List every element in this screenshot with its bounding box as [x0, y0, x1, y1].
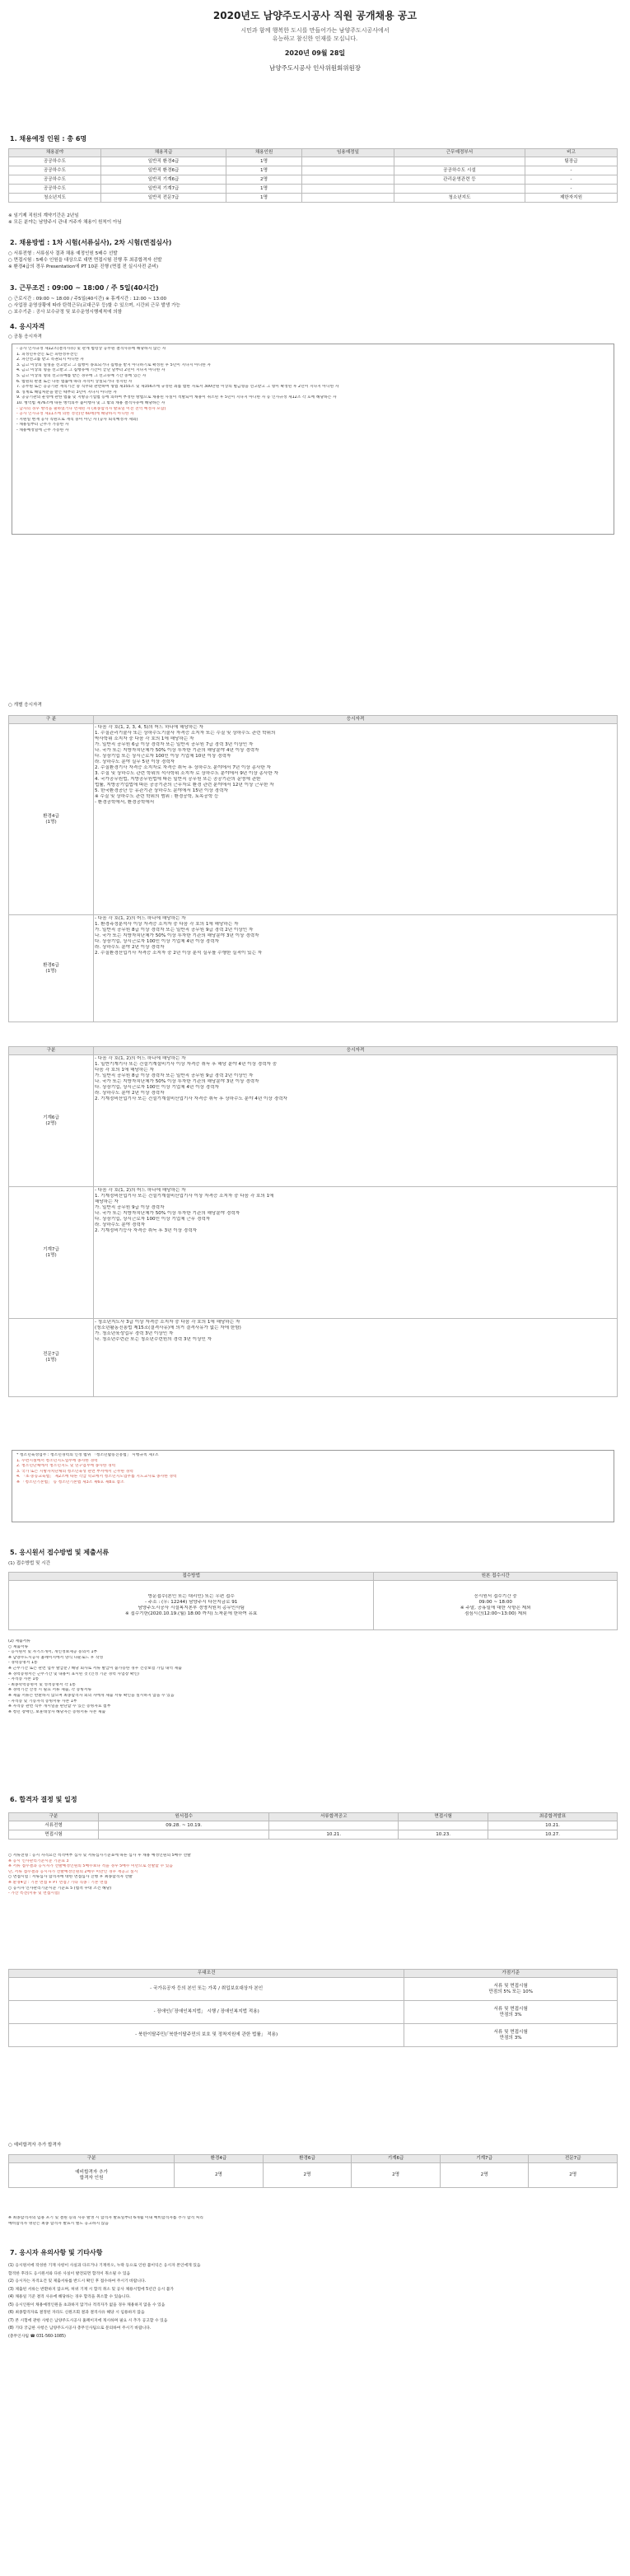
table-cell [399, 1821, 488, 1830]
guideline-line: (7) 본 시험에 관한 사항은 남양주도시공사 홈페이지에 게시하며 필요 시 추가 공고할 수 있음 [8, 2318, 168, 2323]
youth-career-line: 2. 청소년단체에서 청소년지도 및 연구업무에 종사한 경력 [16, 1464, 116, 1469]
document-line: ○ 제출서류 [8, 1644, 29, 1649]
guideline-line: (총무인사팀 ☎ 031-560-1085) [8, 2334, 66, 2339]
mech7-quals [94, 1187, 618, 1319]
notice-header [0, 10, 630, 72]
qualification-line: 다. 상장기업, 상시근로자 100인 이상 기업체 4년 이상 경력자 [95, 1085, 219, 1090]
document-line: - 최종학력증명서 및 성적증명서 각 1통 [8, 1682, 76, 1687]
guideline-line: (6) 최종합격자로 결정된 자라도 신원조회 결과 결격사유 해당 시 임용하지 않음 [8, 2311, 145, 2315]
qualification-line: 다음 각 호의 1에 해당하는 자 [95, 1068, 154, 1073]
guideline-line: (1) 응시원서에 작성한 기재 사항이 사실과 다르거나 기재착오, 누락 등으로 인한 불이익은 응시자 본인에게 있음 [8, 2264, 201, 2268]
common-qual-box [12, 344, 614, 535]
application-line: ※ 접수기한(2020.10.19.(월) 18:00 까지) 도착분에 한하여 유효 [124, 1611, 258, 1616]
qualification-line: 법률, 지방공기업법에 따른 공공기관의 근무자로 환경 관련 분야에서 12년 이상 근무한 자 [95, 783, 274, 788]
column-header: 채용인원 [226, 149, 302, 157]
column-header: 기계6급 [352, 2155, 441, 2163]
table-cell: - 장애인(「장애인복지법」 시행 / 장애인복지법 적용) [9, 2001, 404, 2024]
table-cell: - [525, 166, 617, 175]
table-cell [301, 194, 394, 203]
table-cell [99, 1830, 269, 1840]
application-line: 방문접수(본인 또는 대리인) 또는 우편 접수 [147, 1593, 235, 1599]
qualification-line: 4. 금고 이상의 형을 선고받고 그 집행유예 기간이 끝난 날부터 2년이 지나지 아니한 자 [16, 368, 166, 373]
qualification-line: 가. 일반직 공무원 6급 이상 경력자 또는 일반직 공무원 7급 경력 3년 이상인 자 [95, 742, 254, 747]
application-line: 응시원서 접수기간 중 [474, 1593, 517, 1599]
table-cell: 09.28. ~ 10.19. [99, 1821, 269, 1830]
required-documents [8, 1639, 618, 1715]
qualification-line: - 다음 각 호(1, 2)의 어느 하나에 해당하는 자 [95, 916, 186, 921]
qualification-line: 라. 상하수도 분야 2년 이상 경력자 [95, 945, 165, 950]
qualification-line: - 다음 각 호(1, 2)의 어느 하나에 해당하는 자 [95, 1188, 186, 1193]
qualification-line: - 지원일 현재 공사 직원으로 재직 중이 아닌 자 (공사 퇴직예정자 제외) [16, 417, 138, 422]
qualification-line: 2. 수질환경기사 자격증 소지자로 자격증 취득 후 상하수도 분야에서 7년 이상 종사한 자 [95, 765, 271, 770]
table-row [9, 2001, 618, 2024]
qualification-line: 다. 상장기업, 상시근로자 100인 이상 기업체 4년 이상 경력자 [95, 939, 219, 944]
document-line: - 자격증 및 기능자격 증빙서류 사본 1부 [8, 1699, 77, 1704]
table-row [9, 157, 618, 166]
table-cell: 2명 [352, 2163, 441, 2188]
table-cell: 면접시험 [9, 1830, 99, 1840]
column-header: 구분 [9, 1813, 99, 1821]
qualification-line: 8. 징계로 해임처분을 받은 때부터 3년이 지나지 아니한 자 [16, 390, 117, 395]
column-header: 서류합격공고 [269, 1813, 399, 1821]
column-header: 면접시험 [399, 1813, 488, 1821]
column-header: 기계7급 [440, 2155, 529, 2163]
section-1-notes: ※ 임기제 직원의 계약기간은 2년임 ※ 모든 분야는 남양주시 관내 거주자 채용이 원칙이 아님 [8, 213, 122, 225]
qualification-line: 다. 상장기업 또는 상시근로자 100인 이상 기업체 10년 이상 경력자 [95, 754, 231, 759]
table-cell: 일반직 환경6급 [101, 166, 226, 175]
application-line: - 주소 : (우: 12244) 남양주시 다산지금로 91 [145, 1599, 238, 1605]
document-line: ※ 경력증명서는 근무기간 및 내용이 표시된 것 (인정 기준 경력 사업장 확인) [8, 1671, 139, 1676]
table-cell: 2명 [529, 2163, 618, 2188]
document-line: ※ 근무기간 또는 관련 업무 발급분 / 해당 회사로 서류 발급이 불가능한 경우 건강보험 가입 내역 제출 [8, 1666, 182, 1671]
application-table: 접수방법 원본 접수시간 방문접수(본인 또는 대리인) 또는 우편 접수 - 주소 : (우: 12244) 남양주시 다산지금로 91 남양주도시공사 시설복지본부 경영지원처 총무인사팀 ※ 접수기한(2020.10.19.(월) 18:00 까지) 도착분에 한하여 유효 응시원서 접수기간 중 09:00 ~ 18:00 ※ 주말, 공휴일에 대한 사항은 제외 점심시간(12:00~13:00) 제외 [8, 1572, 618, 1630]
youth-career-line: 4. 「초·중등교육법」 제2조에 따른 각급 학교에서 청소년지도업무를 지도교사로 종사한 경력 [16, 1475, 177, 1480]
application-line: 점심시간(12:00~13:00) 제외 [464, 1611, 527, 1616]
youth-career-line: 1. 수련시설에서 청소년지도업무에 종사한 경력 [16, 1458, 98, 1463]
table-cell: 10.21. [488, 1821, 618, 1830]
section-6-heading: 6. 합격자 결정 및 일정 [10, 1796, 77, 1803]
table-cell [301, 166, 394, 175]
section-1-heading: 1. 채용예정 인원 : 총 6명 [10, 135, 87, 143]
qualification-line: 6. 법원의 판결 또는 다른 법률에 따라 자격이 상실되거나 정지된 자 [16, 379, 133, 384]
selection-note: - 가산 특전(서류 및 면접시험) [8, 1891, 60, 1896]
column-header: 구분 [9, 2155, 175, 2163]
column-header: 환경4급 [175, 2155, 264, 2163]
qualification-line: 나. 국가 또는 지방자치단체가 50% 이상 투자한 기관의 해당분야 경력자 [95, 1211, 240, 1216]
column-header: 채용분야 [9, 149, 101, 157]
qualification-line: - 채용예정일에 근무 가능한 자 [16, 428, 69, 432]
application-line: ※ 주말, 공휴일에 대한 사항은 제외 [460, 1605, 531, 1611]
env6-quals [94, 915, 618, 1022]
common-qual-label: ○ 공통 응시자격 [8, 334, 42, 339]
selection-note: ○ 서류전형 : 응시 자격요건 적격여부 심사 및 서류심사기준표에 따른 심사 후 채용 예정인원의 5배수 선발 [8, 1854, 191, 1858]
document-line: ※ 자격증 관련 직무 개시일을 판단할 수 있는 증빙자료 첨부 [8, 1704, 111, 1709]
table-cell: 관리운영관련 등 [394, 175, 525, 185]
qualification-line: 1. 기계정비산업기사 또는 건설기계설비산업기사 이상 자격증 소지자 중 다음 각 호의 1에 [95, 1194, 274, 1199]
table-cell: 공공하수도 [9, 157, 101, 166]
qualification-line: 라. 상하수도 분야 실무 5년 이상 경력자 [95, 760, 175, 764]
application-line: 남양주도시공사 시설복지본부 경영지원처 총무인사팀 [138, 1605, 245, 1611]
table-cell [301, 175, 394, 185]
document-line: - 자격증 사본 1통 [8, 1677, 40, 1682]
guideline-line: (5) 응시인원이 채용예정인원을 초과하지 않거나 적격자가 없을 경우 채용하지 않을 수 있음 [8, 2303, 166, 2307]
table-cell: 10.21. [269, 1830, 399, 1840]
qualification-line: 7. 공무원 또는 공공기관 재직기간 중 직무와 관련하여 형법 제355조 및 제356조에 규정된 죄를 범한 자로서 300만원 이상의 벌금형을 선고받고 그 형이 확정된 후 2년이 지나지 아니한 자 [16, 385, 339, 390]
table-row [9, 2024, 618, 2047]
qualification-line: 3. 금고 이상의 실형을 선고받고 그 집행이 종료되거나 집행을 받지 아니하기로 확정된 후 5년이 지나지 아니한 자 [16, 362, 211, 367]
document-line: - 경력증명서 1통 [8, 1661, 38, 1666]
guideline-line: 합격한 후라도 응시원서와 다른 사실이 발견되면 합격이 취소될 수 있음 [8, 2271, 131, 2276]
qualification-line: 박사학위 소지자 중 다음 각 호의 1에 해당하는 자 [95, 736, 194, 741]
youth-career-line: 3. 국가 또는 지방자치단체의 청소년육성 관련 부서에서 근무한 경력 [16, 1469, 133, 1474]
qualification-line: 가. 일반직 공무원 8급 이상 경력자 또는 일반직 공무원 9급 경력 2년 이상인 자 [95, 1073, 254, 1078]
reserve-table [8, 2154, 618, 2188]
qualification-line: 5. 한국환경공단 등 유관기관 상하수도 분야에서 15년 이상 경력자 [95, 788, 228, 793]
qualification-line: - 남자의 경우 병역을 필하였거나 면제된 자 (최종합격자 발표일 이전 전역 예정자 포함) [16, 406, 166, 411]
table-cell: 10.27. [488, 1830, 618, 1840]
table-cell: - [525, 175, 617, 185]
qualification-line: 2. 기계정비기능사 자격증 취득 후 3년 이상 경력자 [95, 1228, 198, 1233]
qualification-line: (청소년활동진흥법 제15조(결격사유)에 의거 결격사유가 없는 자에 한함) [95, 1325, 241, 1330]
table-row [9, 1830, 618, 1840]
guideline-line: (4) 채용일 기준 결격 사유에 해당하는 경우 합격을 취소할 수 있습니다. [8, 2295, 131, 2299]
qualification-line: - 청소년지도사 3급 이상 자격증 소지자 중 다음 각 호의 1에 해당하는 자 [95, 1320, 240, 1325]
table-cell: 공공하수도 [9, 185, 101, 194]
qualification-line: ※ 수질 및 상하수도 관련 학위의 범위 : 환경공학, 토목공학 등 [95, 794, 219, 799]
table-cell: - 국가유공자 등의 본인 또는 가족 / 취업보호대상자 본인 [9, 1978, 404, 2001]
qualification-line: - 채용일부터 근무가 가능한 자 [16, 423, 69, 428]
reserve-label: ○ 예비합격자 추가 합격자 [8, 2143, 62, 2148]
qualification-line: 해당하는 자 [95, 1199, 119, 1204]
table-cell: 1명 [226, 157, 302, 166]
table-cell [301, 185, 394, 194]
qualification-line: 2. 수질환경산업기사 자격증 소지자 중 2년 이상 분석 실무를 수행한 실적이 있는 자 [95, 951, 263, 956]
mech6-quals [94, 1055, 618, 1187]
table-row [9, 1978, 618, 2001]
section-5-sub: (1) 접수방법 및 시간 [8, 1561, 51, 1566]
table-cell: 1명 [226, 166, 302, 175]
preference-table: 우대조건 가점기준 - 국가유공자 등의 본인 또는 가족 / 취업보호대상자 본인 서류 및 면접시험 만점의 5% 또는 10% - 장애인(「장애인복지법」 시행 / 장애인복지법 적용) 서류 및 면접시험 만점의 3% - 북한이탈주민(「북한이탈주민의 보호 및 정착지원에 관한 법률」 적용) 서류 및 면접시험 만점의 3% [8, 1969, 618, 2047]
pro7-quals [94, 1319, 618, 1397]
table-cell: 서류 및 면접시험 만점의 5% 또는 10% [404, 1978, 618, 2001]
table-cell: - 북한이탈주민(「북한이탈주민의 보호 및 정착지원에 관한 법률」 적용) [9, 2024, 404, 2047]
table-cell: 일반직 기계7급 [101, 185, 226, 194]
selection-note: 단, 서류 접수결과 응시자가 선발예정인원의 2배수 미만인 경우 재공고 실시 [8, 1869, 138, 1874]
column-header: 비고 [525, 149, 617, 157]
table-cell [394, 157, 525, 166]
table-cell: 팀장급 [525, 157, 617, 166]
reserve-notes [8, 2216, 618, 2227]
application-method [9, 1581, 374, 1630]
column-header: 채용직급 [101, 149, 226, 157]
qualification-line: - 공사 인사규정 제12조(결격사유) 및 관계 법령상 공무원 결격사유에 해당하지 않는 자 [16, 347, 166, 351]
table-cell: 서류전형 [9, 1821, 99, 1830]
column-header: 전문7급 [529, 2155, 618, 2163]
reserve-note: ※ 최종합격자의 임용 포기 및 결원 등의 사유 발생 시 합격자 발표일부터 6개월 이내 예비합격자를 추가 합격 처리 [8, 2216, 203, 2220]
column-header: 임용예정일 [301, 149, 394, 157]
table-cell: 공공하수도 [9, 175, 101, 185]
selection-note: ○ 응시자 인사관리기준시준 기준표 5 (법적 우대 조건 해당) [8, 1886, 112, 1891]
env4-quals [94, 724, 618, 915]
table-cell: 청소년지도 [394, 194, 525, 203]
table-row [9, 194, 618, 203]
guideline-line: (3) 제출된 서류는 반환하지 않으며, 허위 기재 시 합격 취소 및 공사 채용시험에 5년간 응시 불가 [8, 2287, 175, 2292]
column-header: 근무예정부서 [394, 149, 525, 157]
selection-note: ※ 서류 접수결과 응시자가 선발예정인원의 5배수보다 적을 경우 5배수 미만으로 선발할 수 있음 [8, 1864, 173, 1869]
schedule-table [8, 1812, 618, 1840]
table-cell: 일반직 환경4급 [101, 157, 226, 166]
section-3-heading: 3. 근무조건 : 09:00 ~ 18:00 / 주 5일(40시간) [10, 284, 159, 292]
qualification-line: - 다음 각 호(1, 2)의 어느 하나에 해당하는 자 [95, 1056, 186, 1061]
youth-career-line: ※ 「청소년기본법」 등 청소년기본법 제3조 제6호 제8호 참조 [16, 1480, 124, 1484]
qualification-line: 4. 국가공무원법, 지방공무원법에 따른 일반직 공무원 또는 공공기관의 운영에 관한 [95, 777, 261, 782]
section-5-heading: 5. 응시원서 접수방법 및 제출서류 [10, 1549, 110, 1556]
column-header: 환경6급 [263, 2155, 352, 2163]
document-line: (2) 제출서류 [8, 1639, 30, 1643]
qualification-line: 1. 피성년후견인 또는 피한정후견인 [16, 352, 78, 357]
application-time [374, 1581, 618, 1630]
section-3-body: ○ 근로시간 : 09:00 ~ 18:00 / 주5일(40시간) ※ 휴게시간 : 12:00 ~ 13:00 ○ 사업장 운영상황에 따라 탄력근무(교대근무 등)할 수 있으며, 시간외 근무 발생 가능 ○ 보수기준 : 공사 보수규정 및 보수운영시행세칙에 의함 [8, 297, 180, 315]
recruit-table [8, 148, 618, 203]
pro7-label: 전문7급 (1명) [9, 1319, 94, 1397]
notice-org: 남양주도시공사 인사위원회위원장 [268, 64, 362, 72]
section-2-body: ○ 서류전형 : 서류심사 결과 채용 예정인원 5배수 선발 ○ 면접시험 : 5배수 인원을 대상으로 대면 면접시험 진행 후 최종합격자 선발 ※ 환경4급의 경우 Presentation에 PT 10분 진행 (면접 전 실시사전 준비) [8, 251, 162, 269]
mech6-label: 기계6급 (2명) [9, 1055, 94, 1187]
qual-table-mech: 구분 응시자격 기계6급 (2명) - 다음 각 호(1, 2)의 어느 하나에 해당하는 자 1. 일반기계기사 또는 건설기계설비기사 이상 자격증 취득 후 해당 분야 4년 이상 경력자 중 다음 각 호의 1에 해당하는 자 가. 일반직 공무원 8급 이상 경력자 또는 일반직 공무원 9급 경력 2년 이상인 자 나. 국가 또는 지방자치단체가 50% 이상 투자한 기관의 해당분야 3년 이상 경력자 다. 상장기업, 상시근로자 100인 이상 기업체 4년 이상 경력자 라. 상하수도 분야 2년 이상 경력자 2. 기계정비산업기사 또는 건설기계설비산업기사 자격증 취득 후 상하수도 분야 4년 이상 경력자 기계7급 (1명) - 다음 각 호(1, 2)의 어느 하나에 해당하는 자 1. 기계정비산업기사 또는 건설기계설비산업기사 이상 자격증 소지자 중 다음 각 호의 1에 해당하는 자 가. 일반직 공무원 9급 이상 경력자 나. 국가 또는 지방자치단체가 50% 이상 투자한 기관의 해당분야 경력자 다. 상장기업, 상시근로자 100인 이상 기업체 근무 경력자 라. 상하수도 분야 경력자 2. 기계정비기능사 자격증 취득 후 3년 이상 경력자 전문7급 (1명) - 청소년지도사 3급 이상 자격증 소지자 중 다음 각 호의 1에 해당하는 자 (청소년활동진흥법 제15조(결격사유)에 의거 결격사유가 없는 자에 한함) 가. 청소년육성업무 경력 3년 이상인 자 나. 청소년수련관 또는 청소년수련원의 경력 3년 이상인 자 [8, 1046, 618, 1397]
qualification-line: 1. 일반기계기사 또는 건설기계설비기사 이상 자격증 취득 후 해당 분야 4년 이상 경력자 중 [95, 1062, 278, 1067]
table-cell: 청소년지도 [9, 194, 101, 203]
qualification-line: - 환경공학에서, 환경공학에서 [95, 800, 155, 805]
column-header: 최종합격발표 [488, 1813, 618, 1821]
env6-label: 환경6급 (1명) [9, 915, 94, 1022]
selection-note: ※ 환경4급 : 기본 면접 + PT 면접 / 기타 직종 : 기본 면접 [8, 1880, 108, 1885]
qualification-line: 나. 청소년수련관 또는 청소년수련원의 경력 3년 이상인 자 [95, 1337, 212, 1342]
qualification-line: 나. 국가 또는 지방자치단체가 50% 이상 투자한 기관의 해당분야 3년 이상 경력자 [95, 1079, 259, 1084]
table-cell: 2명 [263, 2163, 352, 2188]
qualification-line: 9. 공공기관의 운영에 관한 법률 및 지방공기업법 등에 의하여 부정한 방법으로 채용된 사실이 적발되어 채용이 취소된 후 5년이 지나지 아니한 자 등 인사규정 제12조 각 호에 해당하는 자 [16, 395, 337, 400]
table-cell: 2명 [226, 175, 302, 185]
qualification-line: 가. 일반직 공무원 9급 이상 경력자 [95, 1205, 165, 1210]
youth-career-line: * 청소년육성업무 : 청소년경력의 인정 범위 「청소년활동진흥법」 시행규칙 제7조 [16, 1453, 159, 1457]
guideline-line: (2) 응시자는 자격요건 및 제출서류를 반드시 확인 후 접수하여 주시기 바랍니다. [8, 2279, 147, 2284]
document-line: ※ 경력기간 산정 시 필요 서류 제출, 각 증빙서류 [8, 1688, 92, 1693]
qualification-line: 라. 상하수도 분야 2년 이상 경력자 [95, 1091, 165, 1096]
qualification-line: 가. 일반직 공무원 8급 이상 경력자 또는 일반직 공무원 9급 경력 2년 이상인 자 [95, 928, 254, 933]
table-cell: 1명 [226, 185, 302, 194]
qualification-line: 다. 상장기업, 상시근로자 100인 이상 기업체 근무 경력자 [95, 1217, 211, 1222]
table-cell: 서류 및 면접시험 만점의 3% [404, 2024, 618, 2047]
table-cell [394, 185, 525, 194]
document-line: ※ 제출 서류는 반환하지 않으며 최종합격자 외의 자에게 제출 서류 확인을 실시하지 않을 수 있음 [8, 1693, 175, 1698]
table-cell: 2명 [440, 2163, 529, 2188]
qualification-line: 1. 수질관리기술사 또는 상하수도기술사 자격증 소지자 또는 수질 및 상하수도 관련 학위의 [95, 731, 276, 736]
table-cell [269, 1821, 399, 1830]
table-cell: 공공하수도 [9, 166, 101, 175]
qualification-line: 5. 금고 이상의 형의 선고유예를 받은 경우에 그 선고유예 기간 중에 있는 자 [16, 373, 147, 378]
qualification-line: 3. 수질 및 상하수도 관련 학위의 석사학위 소지자 로 상하수도 분야에서 9년 이상 종사한 자 [95, 771, 278, 776]
section-4-heading: 4. 응시자격 [10, 323, 45, 330]
section-2-heading: 2. 채용방법 : 1차 시험(서류심사), 2차 시험(면접심사) [10, 239, 172, 246]
table-cell: 10.23. [399, 1830, 488, 1840]
notice-guidelines [8, 2262, 618, 2340]
selection-note: ○ 면접시험 : 서류심사 합격자에 대한 면접심사 진행 후 최종합격자 선발 [8, 1875, 133, 1880]
column-header: 원서접수 [99, 1813, 269, 1821]
qualification-line: 10. 병역법 제76조에 따른 병역의무 불이행자 및 그 밖의 채용 결격사유에 해당하는 자 [16, 400, 166, 405]
qualification-line: - 공사 인사규정 제11조에 의한 정년(만 60세)에 해당하지 아니한 자 [16, 412, 134, 417]
youth-career-box [12, 1450, 614, 1522]
document-line: ※ 남양주도시공사 홈페이지에서 양식 다운로드 후 작성 [8, 1655, 104, 1660]
table-cell: 2명 [175, 2163, 264, 2188]
table-row [9, 185, 618, 194]
section-7-heading: 7. 응시자 유의사항 및 기타사항 [10, 2249, 103, 2256]
qualification-line: 2. 파산선고를 받고 복권되지 아니한 자 [16, 358, 84, 362]
qualification-line: - 다음 각 호(1, 2, 3, 4, 5)의 어느 하나에 해당하는 자 [95, 725, 203, 730]
detail-qual-label: ○ 개별 응시자격 [8, 703, 42, 708]
table-cell: 서류 및 면접시험 만점의 3% [404, 2001, 618, 2024]
qualification-line: 1. 환경측정분석사 이상 자격증 소지자 중 다음 각 호의 1에 해당하는 자 [95, 922, 239, 927]
table-row [9, 1821, 618, 1830]
notice-date: 2020년 09월 28일 [284, 49, 346, 57]
table-cell: - [525, 185, 617, 194]
env4-label: 환경4급 (1명) [9, 724, 94, 915]
qualification-line: 라. 상하수도 분야 경력자 [95, 1223, 146, 1227]
guideline-line: (8) 기타 궁금한 사항은 남양주도시공사 총무인사팀으로 문의하여 주시기 바랍니다. [8, 2326, 152, 2331]
selection-notes [8, 1854, 618, 1897]
document-line: - 응시원서 및 자기소개서, 개인정보제공 동의서 1부 [8, 1650, 98, 1655]
qualification-line: 2. 기계정비산업기사 또는 건설기계설비산업기사 자격증 취득 후 상하수도 분야 4년 이상 경력자 [95, 1096, 287, 1101]
intro-text: 시민과 함께 행복한 도시를 만들어가는 남양주도시공사에서 유능하고 참신한 인재를 모십니다. [240, 27, 390, 42]
qualification-line: 나. 국가 또는 지방자치단체가 50% 이상 투자한 기관의 해당분야 3년 이상 경력자 [95, 933, 259, 938]
table-cell: 1명 [226, 194, 302, 203]
application-line: 09:00 ~ 18:00 [478, 1599, 512, 1605]
page-title: 2020년도 남양주도시공사 직원 공개채용 공고 [212, 10, 418, 21]
qualification-line: 가. 청소년육성업무 경력 3년 이상인 자 [95, 1331, 174, 1336]
reserve-note: 예비합격자 명단은 최종 합격자 발표시 별도 공고하지 않음 [8, 2221, 109, 2226]
table-cell: 일반직 기계6급 [101, 175, 226, 185]
table-cell: 예비합격자 추가 합격자 인원 [9, 2163, 175, 2188]
qual-table-env: 구 분 응시자격 환경4급 (1명) - 다음 각 호(1, 2, 3, 4, 5)의 어느 하나에 해당하는 자 1. 수질관리기술사 또는 상하수도기술사 자격증 소지자 또는 수질 및 상하수도 관련 학위의 박사학위 소지자 중 다음 각 호의 1에 해당하는 자 가. 일반직 공무원 6급 이상 경력자 또는 일반직 공무원 7급 경력 3년 이상인 자 나. 국가 또는 지방자치단체가 50% 이상 투자한 기관의 해당분야 4년 이상 경력자 다. 상장기업 또는 상시근로자 100인 이상 기업체 10년 이상 경력자 라. 상하수도 분야 실무 5년 이상 경력자 2. 수질환경기사 자격증 소지자로 자격증 취득 후 상하수도 분야에서 7년 이상 종사한 자 3. 수질 및 상하수도 관련 학위의 석사학위 소지자 로 상하수도 분야에서 9년 이상 종사한 자 4. 국가공무원법, 지방공무원법에 따른 일반직 공무원 또는 공공기관의 운영에 관한 법률, 지방공기업법에 따른 공공기관의 근무자로 환경 관련 분야에서 12년 이상 근무한 자 5. 한국환경공단 등 유관기관 상하수도 분야에서 15년 이상 경력자 ※ 수질 및 상하수도 관련 학위의 범위 : 환경공학, 토목공학 등 - 환경공학에서, 환경공학에서 환경6급 (1명) - 다음 각 호(1, 2)의 어느 하나에 해당하는 자 1. 환경측정분석사 이상 자격증 소지자 중 다음 각 호의 1에 해당하는 자 가. 일반직 공무원 8급 이상 경력자 또는 일반직 공무원 9급 경력 2년 이상인 자 나. 국가 또는 지방자치단체가 50% 이상 투자한 기관의 해당분야 3년 이상 경력자 다. 상장기업, 상시근로자 100인 이상 기업체 4년 이상 경력자 라. 상하수도 분야 2년 이상 경력자 2. 수질환경산업기사 자격증 소지자 중 2년 이상 분석 실무를 수행한 실적이 있는 자 [8, 715, 618, 1022]
table-row [9, 175, 618, 185]
table-cell: 공공하수도 시설 [394, 166, 525, 175]
table-cell [301, 157, 394, 166]
table-cell: 일반직 전문7급 [101, 194, 226, 203]
selection-note: ※ 응시 인사관리기준시준 기준표 3 [8, 1858, 69, 1863]
qualification-line: 나. 국가 또는 지방자치단체가 50% 이상 투자한 기관의 해당분야 4년 이상 경력자 [95, 748, 259, 753]
table-cell: 제한자지원 [525, 194, 617, 203]
document-line: ※ 청년 장애인, 보훈대상자 해당자는 증빙서류 사본 제출 [8, 1709, 106, 1714]
mech7-label: 기계7급 (1명) [9, 1187, 94, 1319]
table-row [9, 166, 618, 175]
